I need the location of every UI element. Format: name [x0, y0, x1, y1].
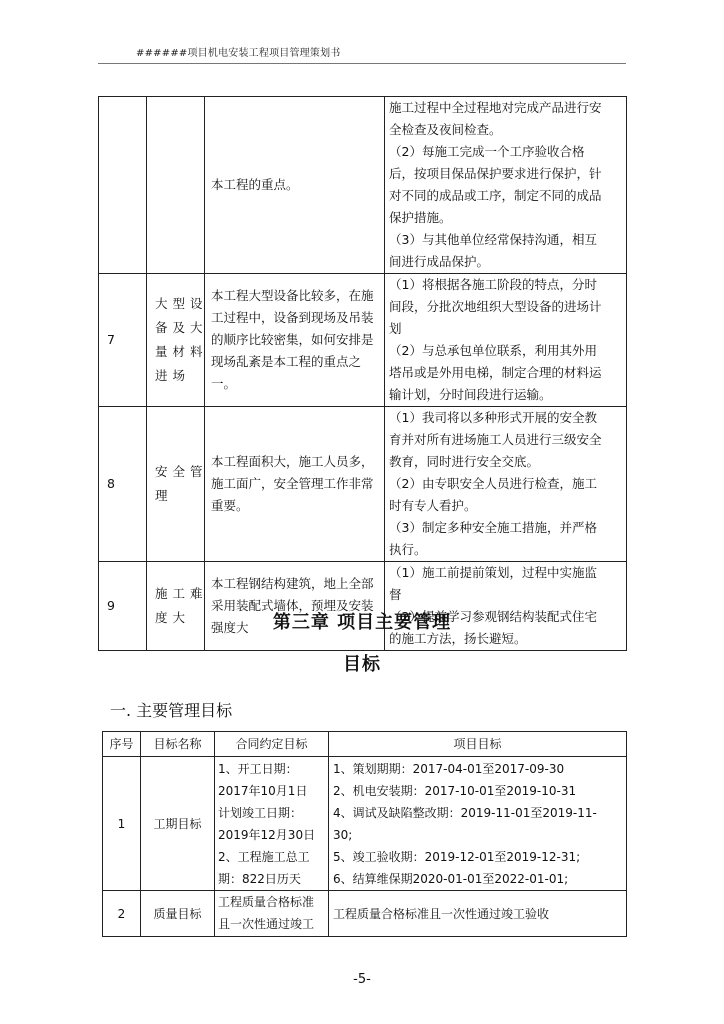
- measure-line: 的施工方法，扬长避短。: [389, 631, 527, 646]
- category-line: 备及大: [155, 320, 208, 335]
- measure-line: 执行。: [389, 542, 427, 557]
- goal-row: [103, 891, 627, 937]
- goals-table: [102, 731, 627, 937]
- header-rule: [98, 63, 626, 64]
- description-line: 的顺序比较密集，如何安排是: [211, 332, 374, 347]
- measure-line: （1）施工前提前策划，过程中实施监: [389, 565, 597, 580]
- measure-line: 督: [389, 587, 402, 602]
- measure-line: 保护措施。: [389, 210, 452, 225]
- measure-line: （2）由专职安全人员进行检查，施工: [389, 476, 597, 491]
- project-goal: [329, 757, 627, 891]
- countermeasure: [385, 274, 627, 407]
- measure-line: 间段，分批次地组织大型设备的进场计: [389, 299, 602, 314]
- measure-line: 塔吊或是外用电梯，制定合理的材料运: [389, 365, 602, 380]
- category-line: 施工难: [155, 586, 208, 601]
- category-line: 进场: [155, 368, 191, 383]
- goal-name: 质量目标: [141, 891, 215, 937]
- chapter-title: 第三章 项目主要管理: [272, 612, 452, 633]
- measure-line: 输计划，分时间段进行运输。: [389, 387, 552, 402]
- agreed-line: 计划竣工日期：: [218, 805, 303, 820]
- difficulty-category: [147, 407, 208, 562]
- row-number: [99, 97, 147, 274]
- chapter-title-cont: 目标: [343, 654, 381, 675]
- description-line: 采用装配式墙体，预埋及安装: [211, 598, 374, 613]
- agreed-line: 2019年12月30日: [218, 827, 316, 842]
- agreed-line: 2、工程施工总工: [218, 849, 310, 864]
- project-line: 30;: [333, 827, 353, 842]
- measure-line: （2）每施工完成一个工序验收合格: [389, 144, 585, 159]
- measure-line: 时有专人看护。: [389, 498, 477, 513]
- category-line: 安全管: [155, 464, 208, 479]
- page-number: -5-: [353, 972, 371, 987]
- difficulty-description: [205, 274, 385, 407]
- difficulty-table: [98, 96, 627, 651]
- difficulty-description: [205, 97, 385, 274]
- agreed-goal: [215, 891, 329, 937]
- category-line: 量材料: [155, 344, 208, 359]
- difficulty-description: [205, 407, 385, 562]
- category-line: 理: [155, 488, 173, 503]
- agreed-line: 2017年10月1日: [218, 783, 308, 798]
- description-line: 本工程大型设备比较多，在施: [211, 288, 374, 303]
- description-line: 重要。: [211, 498, 249, 513]
- project-line: 5、竣工验收期：2019-12-01至2019-12-31;: [333, 849, 581, 864]
- agreed-line: 工程质量合格标准: [218, 895, 315, 909]
- project-line: 6、结算维保期2020-01-01至2022-01-01;: [333, 871, 569, 886]
- difficulty-category: [147, 562, 208, 651]
- difficulty-category: [147, 274, 208, 407]
- description-line: 现场乱紊是本工程的重点之: [211, 354, 362, 369]
- agreed-line: 1、开工日期：: [218, 761, 298, 776]
- col-header-project: 项目目标: [329, 732, 627, 757]
- description-line: 本工程的重点。: [211, 177, 299, 192]
- agreed-line: 期：822日历天: [218, 871, 301, 886]
- project-goal: [329, 891, 627, 937]
- category-line: 度大: [155, 610, 191, 625]
- agreed-goal: [215, 757, 329, 891]
- agreed-line: 且一次性通过竣工: [218, 917, 315, 931]
- row-number: 7: [99, 274, 147, 407]
- difficulty-row: [99, 97, 627, 274]
- col-header-agreed: 合同约定目标: [215, 732, 329, 757]
- measure-line: （3）与其他单位经常保持沟通，相互: [389, 232, 597, 247]
- row-number: 8: [99, 407, 147, 562]
- goals-header-row: [103, 732, 627, 757]
- goal-row: [103, 757, 627, 891]
- project-line: 4、调试及缺陷整改期：2019-11-01至2019-11-: [333, 805, 597, 820]
- section-title: 一. 主要管理目标: [110, 701, 233, 720]
- measure-line: 后，按项目保品保护要求进行保护，针: [389, 166, 602, 181]
- goal-number: 2: [103, 891, 141, 937]
- description-line: 一。: [211, 376, 237, 391]
- description-line: 本工程钢结构建筑，地上全部: [211, 576, 374, 591]
- measure-line: （1）我司将以多种形式开展的安全教: [389, 410, 597, 425]
- goal-name: 工期目标: [141, 757, 215, 891]
- measure-line: 育并对所有进场施工人员进行三级安全: [389, 432, 602, 447]
- measure-line: 全检查及夜间检查。: [389, 122, 502, 137]
- measure-line: （2）与总承包单位联系，利用其外用: [389, 343, 597, 358]
- description-line: 工过程中，设备到现场及吊装: [211, 310, 374, 325]
- category-line: 大型设: [155, 296, 208, 311]
- countermeasure: [385, 562, 627, 651]
- page-header: ######项目机电安装工程项目管理策划书: [136, 48, 341, 59]
- col-header-name: 目标名称: [141, 732, 215, 757]
- difficulty-row: [99, 407, 627, 562]
- measure-line: 教育，同时进行安全交底。: [389, 454, 540, 469]
- project-line: 1、策划期期：2017-04-01至2017-09-30: [333, 761, 565, 776]
- difficulty-category: [147, 97, 205, 274]
- project-line: 工程质量合格标准且一次性通过竣工验收: [333, 906, 550, 921]
- difficulty-row: [99, 274, 627, 407]
- countermeasure: [385, 407, 627, 562]
- row-number: 9: [99, 562, 147, 651]
- measure-line: （2）提前学习参观钢结构装配式住宅: [389, 609, 597, 624]
- project-line: 2、机电安装期：2017-10-01至2019-10-31: [333, 783, 577, 798]
- measure-line: 划: [389, 321, 402, 336]
- measure-line: （1）将根据各施工阶段的特点，分时: [389, 277, 597, 292]
- measure-line: （3）制定多种安全施工措施，并严格: [389, 520, 597, 535]
- col-header-no: 序号: [103, 732, 141, 757]
- countermeasure: [385, 97, 627, 274]
- description-line: 强度大: [211, 620, 249, 635]
- description-line: 本工程面积大，施工人员多，: [211, 454, 374, 469]
- measure-line: 施工过程中全过程地对完成产品进行安: [389, 100, 602, 115]
- measure-line: 间进行成品保护。: [389, 254, 490, 269]
- difficulty-row: [99, 562, 627, 651]
- measure-line: 对不同的成品或工序，制定不同的成品: [389, 188, 602, 203]
- goal-number: 1: [103, 757, 141, 891]
- difficulty-description: [205, 562, 385, 651]
- description-line: 施工面广，安全管理工作非常: [211, 476, 374, 491]
